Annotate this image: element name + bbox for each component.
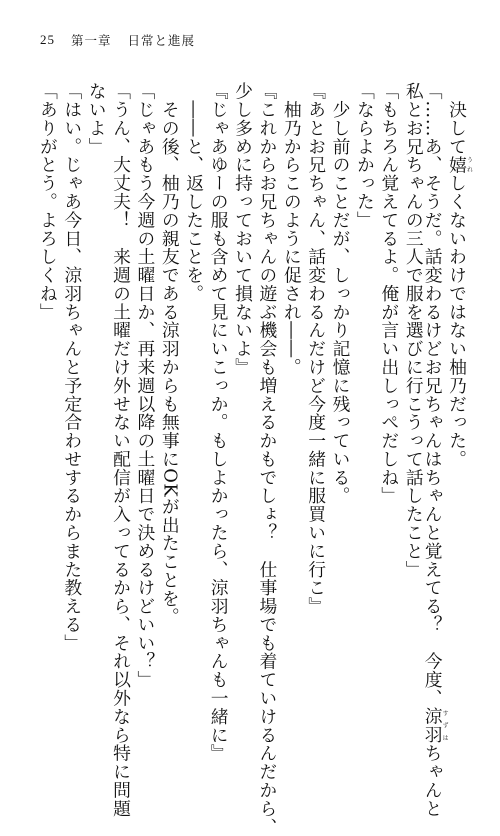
text-line: その後、柚乃の親友である涼羽からも無事にOKが出たことを。 bbox=[159, 82, 181, 626]
text-line: 決して嬉うれしくないわけではない柚乃だった。 bbox=[446, 82, 473, 469]
text-line: 少し多めに持っておいて損ないよ』 bbox=[232, 82, 254, 377]
body-text bbox=[28, 82, 473, 836]
text-line: 少し前のことだが、しっかり記憶に残っている。 bbox=[330, 82, 352, 505]
text-line: 私とお兄ちゃんの三人で服を選びに行こうって話したこと」 bbox=[403, 82, 425, 579]
ruby-annotation: 嬉うれ bbox=[446, 155, 473, 174]
chapter-label: 第一章 bbox=[71, 33, 112, 48]
text-line: 『あとお兄ちゃん、話変わるんだけど今度一緒に服買いに行こ』 bbox=[305, 82, 327, 616]
running-header bbox=[40, 30, 195, 50]
ruby-reading: うれ bbox=[465, 155, 473, 174]
text-line: 「もちろん覚えてるよ。俺が言い出しっぺだしね」 bbox=[378, 82, 400, 505]
text-line: 「じゃあもう今週の土曜日か、再来週以降の土曜日で決めるけどいい？」 bbox=[134, 82, 156, 689]
text-line: 「ありがとう。よろしくね」 bbox=[37, 82, 59, 322]
text-line: ――と、返したことを。 bbox=[183, 82, 205, 303]
text-line: 『これからお兄ちゃんの遊ぶ機会も増えるかもでしょ？ 仕事場でも着ていけるんだから、 bbox=[256, 82, 278, 836]
ruby-reading: すずは bbox=[441, 707, 449, 745]
text-line: 柚乃からこのように促され――。 bbox=[281, 82, 303, 377]
text-line: 『じゃあゆーの服も含めて見にいこっか。もしよかったら、涼羽ちゃんも一緒に』 bbox=[208, 82, 230, 763]
text-line: 「うん、大丈夫！ 来週の土曜だけ外せない配信が入ってるから、それ以外なら特に問題 bbox=[110, 82, 132, 818]
page-number: 25 bbox=[40, 32, 55, 47]
text-line: 「……あ、そうだ。話変わるけどお兄ちゃんはちゃんと覚えてる？ 今度、涼羽すずはちゃんと bbox=[422, 82, 449, 818]
text-line: 「はい。じゃあ今日、涼羽ちゃんと予定合わせするからまた教える」 bbox=[61, 82, 83, 653]
text-line: ないよ」 bbox=[86, 82, 108, 156]
chapter-title: 日常と進展 bbox=[127, 33, 196, 48]
text-line: 「ならよかった」 bbox=[354, 82, 376, 230]
ruby-annotation: 涼羽すずは bbox=[422, 707, 449, 745]
